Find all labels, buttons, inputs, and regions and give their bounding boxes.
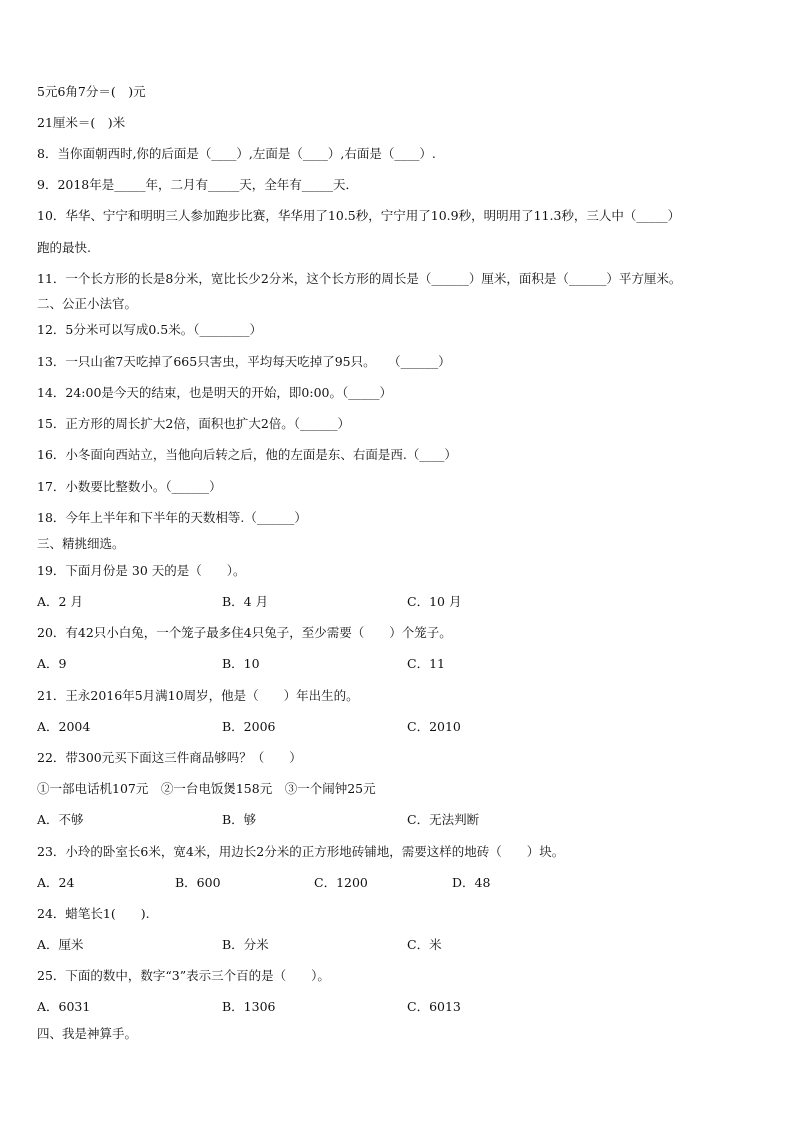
q19-option-c: C．10 月 <box>407 594 462 609</box>
q21-option-b: B．2006 <box>222 719 276 734</box>
question-18: 18．今年上半年和下半年的天数相等.（______） <box>37 510 307 525</box>
question-14: 14．24:00是今天的结束，也是明天的开始，即0:00。（_____） <box>37 385 392 400</box>
q24-option-b: B．分米 <box>222 937 269 952</box>
q20-option-a: A．9 <box>37 656 67 671</box>
question-11: 11．一个长方形的长是8分米，宽比长少2分米，这个长方形的周长是（______）厘米，面积是（______）平方厘米。 <box>37 271 682 286</box>
section-2-heading: 二、公正小法官。 <box>37 296 138 311</box>
q25-option-b: B．1306 <box>222 999 276 1014</box>
q23-option-d: D．48 <box>452 875 491 890</box>
question-20: 20．有42只小白兔，一个笼子最多住4只兔子，至少需要（ ）个笼子。 <box>37 625 452 640</box>
question-15: 15．正方形的周长扩大2倍，面积也扩大2倍。（______） <box>37 416 351 431</box>
section-4-heading: 四、我是神算手。 <box>37 1026 138 1041</box>
question-10: 10．华华、宁宁和明明三人参加跑步比赛，华华用了10.5秒，宁宁用了10.9秒，明明用了11.3秒，三人中（_____） <box>37 208 681 223</box>
q20-option-b: B．10 <box>222 656 260 671</box>
q19-option-a: A．2 月 <box>37 594 83 609</box>
question-8: 8．当你面朝西时,你的后面是（____）,左面是（____）,右面是（____）. <box>37 146 436 161</box>
q20-option-c: C．11 <box>407 656 445 671</box>
question-16: 16．小冬面向西站立，当他向后转之后，他的左面是东、右面是西.（____） <box>37 447 457 462</box>
q23-option-c: C．1200 <box>314 875 368 890</box>
q22-option-b: B．够 <box>222 812 257 827</box>
q24-option-c: C．米 <box>407 937 442 952</box>
q19-option-b: B．4 月 <box>222 594 269 609</box>
question-9: 9．2018年是_____年，二月有_____天，全年有_____天． <box>37 177 359 192</box>
question-22-items: ①一部电话机107元 ②一台电饭煲158元 ③一个闹钟25元 <box>37 781 376 796</box>
q25-option-a: A．6031 <box>37 999 91 1014</box>
question-21: 21．王永2016年5月满10周岁，他是（ ）年出生的。 <box>37 688 359 703</box>
question-17: 17．小数要比整数小。（______） <box>37 479 222 494</box>
question-22: 22．带300元买下面这三件商品够吗？（ ） <box>37 750 302 765</box>
q25-option-c: C．6013 <box>407 999 461 1014</box>
q23-option-b: B．600 <box>175 875 221 890</box>
question-10-cont: 跑的最快. <box>37 240 91 255</box>
question-25: 25．下面的数中，数字“3”表示三个百的是（ ）。 <box>37 968 330 983</box>
q21-option-c: C．2010 <box>407 719 461 734</box>
line-unit-yuan: 5元6角7分＝( )元 <box>37 84 146 99</box>
q23-option-a: A．24 <box>37 875 75 890</box>
question-13: 13．一只山雀7天吃掉了665只害虫，平均每天吃掉了95只。 （______） <box>37 354 451 369</box>
question-23: 23．小玲的卧室长6米，宽4米，用边长2分米的正方形地砖铺地，需要这样的地砖（ ）块。 <box>37 844 565 859</box>
question-24: 24．蜡笔长1( ). <box>37 906 150 921</box>
section-3-heading: 三、精挑细选。 <box>37 536 125 551</box>
q21-option-a: A．2004 <box>37 719 91 734</box>
q22-option-c: C．无法判断 <box>407 812 480 827</box>
q24-option-a: A．厘米 <box>37 937 84 952</box>
line-unit-meter: 21厘米＝( )米 <box>37 115 126 130</box>
question-19: 19．下面月份是 30 天的是（ ）。 <box>37 563 246 578</box>
q22-option-a: A．不够 <box>37 812 84 827</box>
question-12: 12．5分米可以写成0.5米。（________） <box>37 322 262 337</box>
